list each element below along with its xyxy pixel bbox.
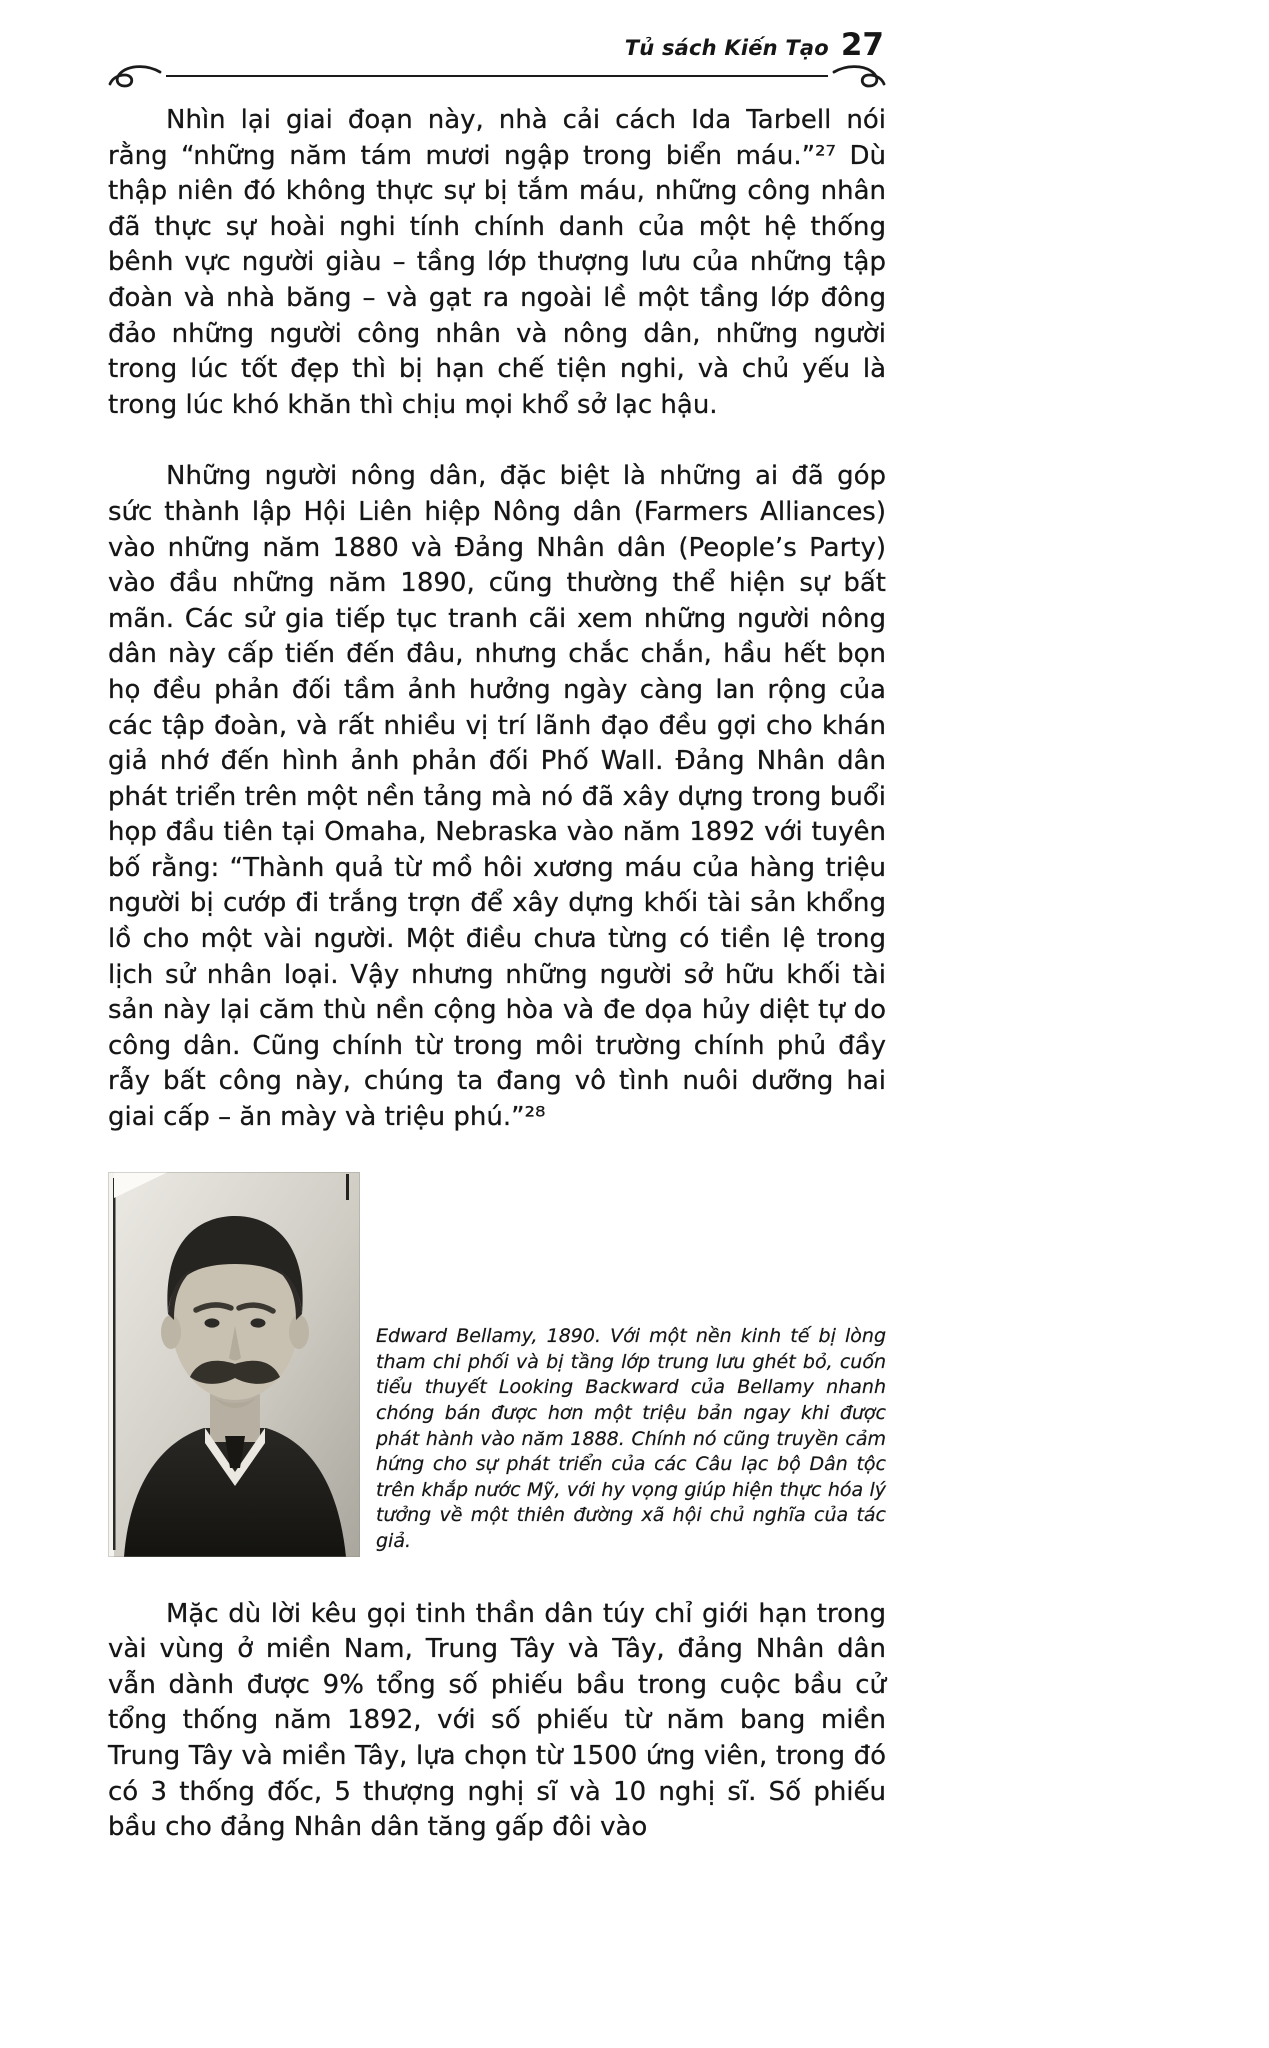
paragraph-2: Những người nông dân, đặc biệt là những ai đã góp sức thành lập Hội Liên hiệp Nông dân (Farmers Alliances) vào những năm 1880 và Đảng Nhân dân (People’s Party) vào đầu những năm 1890, cũng thường thể hiện sự bất mãn. Các sử gia tiếp tục tranh cãi xem những người nông dân này cấp tiến đến đâu, nhưng chắc chắn, hầu hết bọn họ đều phản đối tầm ảnh hưởng ngày càng lan rộng của các tập đoàn, và rất nhiều vị trí lãnh đạo đều gợi cho khán giả nhớ đến hình ảnh phản đối Phố Wall. Đảng Nhân dân phát triển trên một nền tảng mà nó đã xây dựng trong buổi họp đầu tiên tại Omaha, Nebraska vào năm 1892 với tuyên bố rằng: “Thành quả từ mồ hôi xương máu của hàng triệu người bị cướp đi trắng trợn để xây dựng khối tài sản khổng lồ cho một vài người. Một điều chưa từng có tiền lệ trong lịch sử nhân loại. Vậy nhưng những người sở hữu khối tài sản này lại căm thù nền cộng hòa và đe dọa hủy diệt tự do công dân. Cũng chính từ trong môi trường chính phủ đầy rẫy bất công này, chúng ta đang vô tình nuôi dưỡng hai giai cấp – ăn mày và triệu phú.”²⁸ <box>108 461 886 1133</box>
running-head <box>108 27 886 63</box>
page-content <box>108 27 886 1846</box>
figure-caption: Edward Bellamy, 1890. Với một nền kinh tế bị lòng tham chi phối và bị tầng lớp trung lưu ghét bỏ, cuốn tiểu thuyết Looking Backward của Bellamy nhanh chóng bán được hơn một triệu bản ngay khi được phát hành vào năm 1888. Chính nó cũng truyền cảm hứng cho sự phát triển của các Câu lạc bộ Dân tộc trên khắp nước Mỹ, với hy vọng giúp hiện thực hóa lý tưởng về một thiên đường xã hội chủ nghĩa của tác giả. <box>376 1325 886 1553</box>
header-rule-line <box>166 75 828 77</box>
header-rule <box>108 63 886 89</box>
bellamy-portrait-illustration <box>108 1172 360 1557</box>
left-flourish-icon <box>108 63 162 89</box>
series-title: Tủ sách Kiến Tạo <box>624 36 829 60</box>
paragraph-1: Nhìn lại giai đoạn này, nhà cải cách Ida Tarbell nói rằng “những năm tám mươi ngập trong biển máu.”²⁷ Dù thập niên đó không thực sự bị tắm máu, những công nhân đã thực sự hoài nghi tính chính danh của một hệ thống bênh vực người giàu – tầng lớp thượng lưu của những tập đoàn và nhà băng – và gạt ra ngoài lề một tầng lớp đông đảo những người công nhân và nông dân, những người trong lúc tốt đẹp thì bị hạn chế tiện nghi, và chủ yếu là trong lúc khó khăn thì chịu mọi khổ sở lạc hậu. <box>108 105 886 420</box>
bellamy-portrait-photo <box>108 1172 360 1557</box>
page-number: 27 <box>840 27 884 63</box>
figure-bellamy <box>108 1172 886 1557</box>
paragraph-3: Mặc dù lời kêu gọi tinh thần dân túy chỉ giới hạn trong vài vùng ở miền Nam, Trung Tây và Tây, đảng Nhân dân vẫn dành được 9% tổng số phiếu bầu trong cuộc bầu cử tổng thống năm 1892, với số phiếu từ năm bang miền Trung Tây và miền Tây, lựa chọn từ 1500 ứng viên, trong đó có 3 thống đốc, 5 thượng nghị sĩ và 10 nghị sĩ. Số phiếu bầu cho đảng Nhân dân tăng gấp đôi vào <box>108 1598 886 1843</box>
right-flourish-icon <box>832 63 886 89</box>
